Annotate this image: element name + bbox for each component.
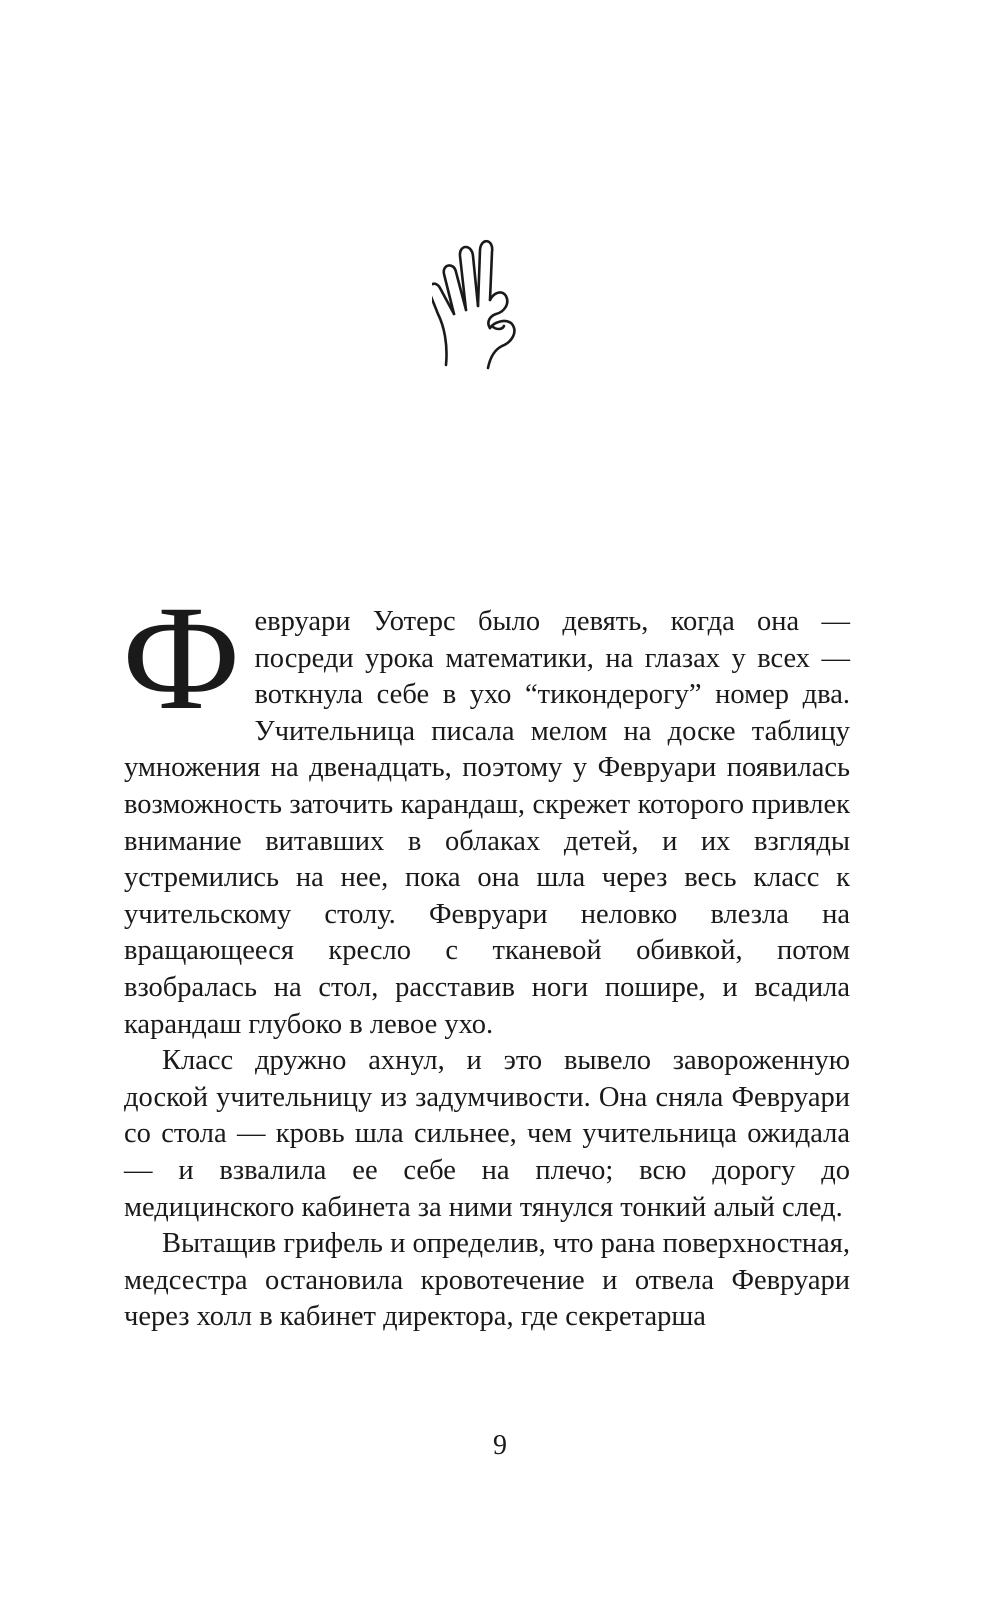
paragraph-1 bbox=[122, 575, 850, 1043]
paragraph-2: Класс дружно ахнул, и это вывело завороженную доской учительницу из задумчивости. Она сняла Февруари со стола — кровь шла сильнее, чем учительница ожидала — и взвалила ее себе на плечо; всю дорогу до медицинского кабинета за ними тянулся тонкий алый след. bbox=[124, 1045, 850, 1223]
chapter-text bbox=[122, 575, 850, 1336]
paragraph-3: Вытащив грифель и определив, что рана поверхностная, медсестра остановила кровотечение и отвела Февруари через холл в кабинет директора, где секретарша bbox=[124, 1228, 850, 1333]
drop-cap: Ф bbox=[122, 575, 241, 741]
page-number: 9 bbox=[493, 1430, 507, 1461]
three-fingers-hand-icon bbox=[432, 234, 542, 384]
paragraph-1-text: евруари Уотерс было девять, когда она — посреди урока математики, на глазах у всех — воткнула себе в ухо “тикондерогу” номер два. Учительница писала мелом на доске таблицу умножения на двенадцать, поэтому у Февруари появилась возможность заточить карандаш, скрежет которого привлек внимание витавших в облаках детей, и их взгляды устремились на нее, пока она шла через весь класс к учительскому столу. Февруари неловко влезла на вращающееся кресло с тканевой обивкой, потом взобралась на стол, расставив ноги пошире, и всадила карандаш глубоко в левое ухо. bbox=[124, 606, 850, 1040]
